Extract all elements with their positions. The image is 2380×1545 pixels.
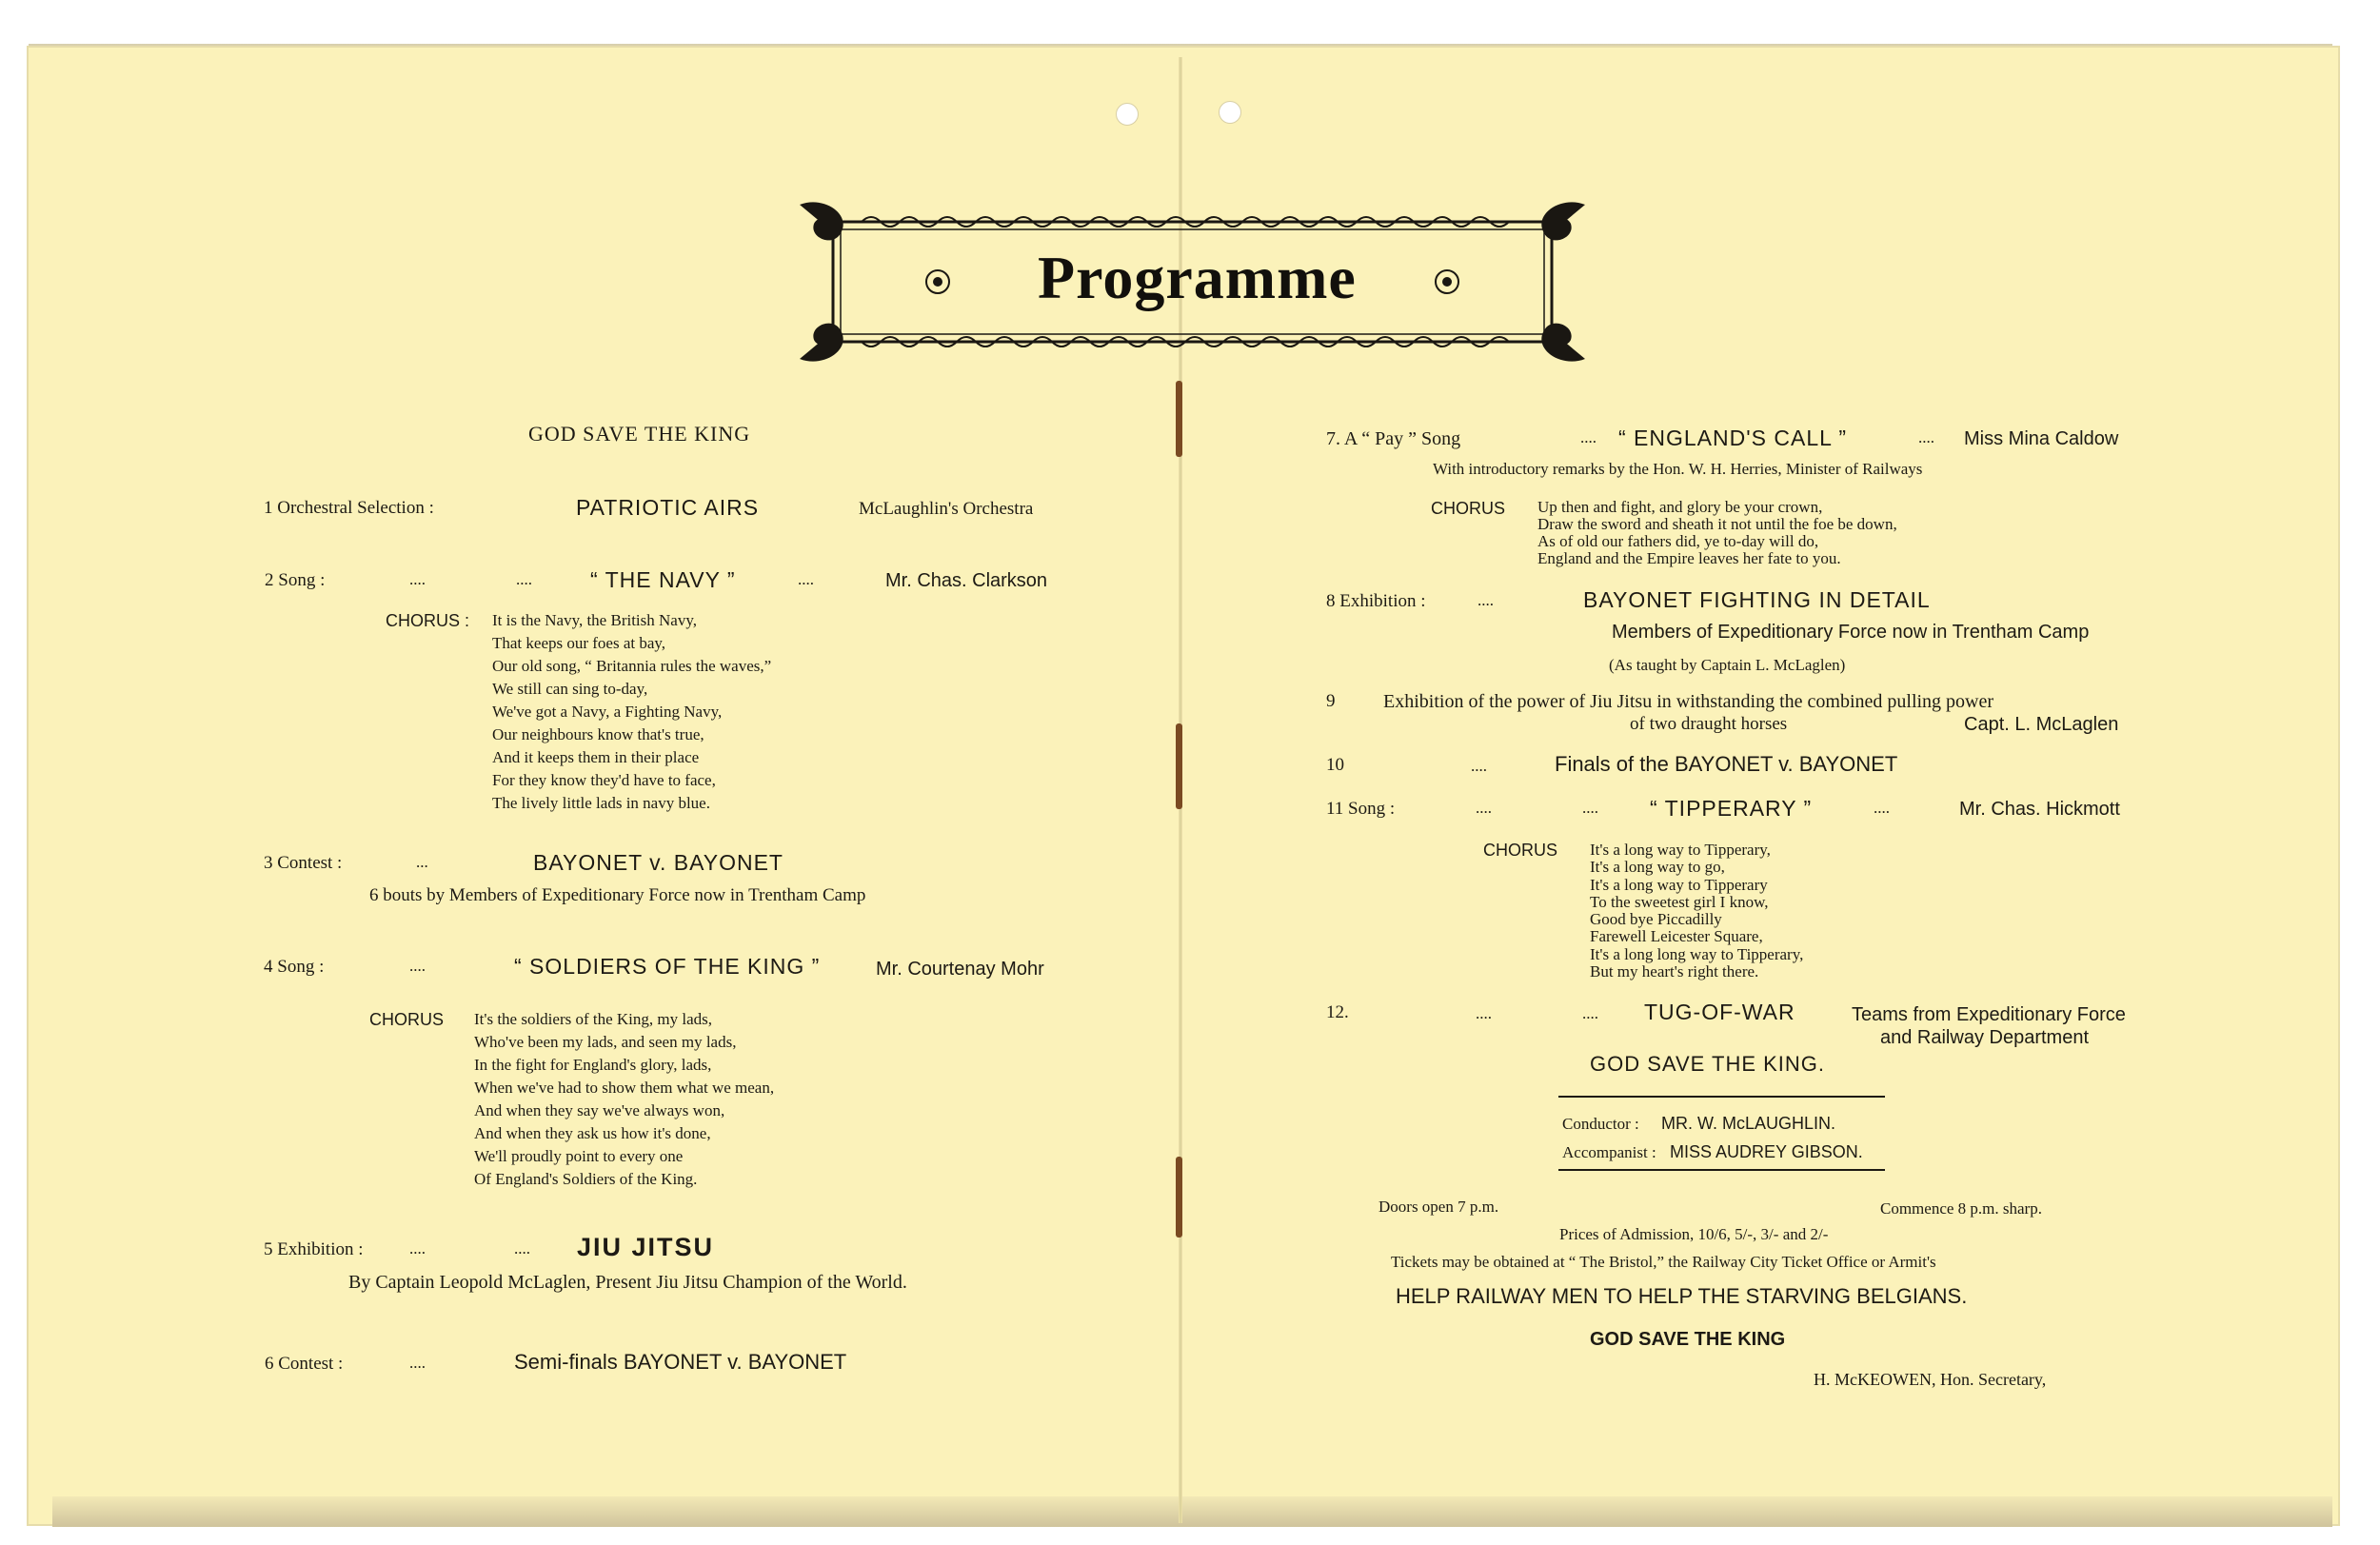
item-performer: Capt. L. McLaglen (1964, 714, 2119, 735)
item-title: “ THE NAVY ” (590, 567, 736, 592)
dots: .... (1478, 591, 1494, 609)
anthem-opening: GOD SAVE THE KING (528, 422, 751, 446)
lyric-line: It's a long way to go, (1590, 858, 1725, 877)
lyric-line: And when they say we've always won, (474, 1101, 725, 1119)
lyric-line: Our old song, “ Britannia rules the waves,” (492, 657, 772, 675)
staple (1176, 381, 1182, 457)
chorus-label: CHORUS (1483, 841, 1558, 860)
accompanist-label: Accompanist : (1562, 1143, 1656, 1161)
lyric-line: We've got a Navy, a Fighting Navy, (492, 703, 723, 721)
dots: .... (1918, 428, 1934, 446)
dots: .... (1874, 799, 1890, 817)
dots: .... (409, 570, 426, 588)
divider (1558, 1096, 1885, 1098)
lyric-line: It's a long way to Tipperary (1590, 875, 1768, 894)
lyric-line: It's a long way to Tipperary, (1590, 841, 1771, 859)
lyric-line: Who've been my lads, and seen my lads, (474, 1033, 737, 1051)
lyric-line: When we've had to show them what we mean, (474, 1079, 775, 1097)
lyric-line: Farewell Leicester Square, (1590, 927, 1763, 946)
item-number: 10 (1326, 755, 1344, 775)
item-detail: Members of Expeditionary Force now in Trentham Camp (1612, 622, 2090, 643)
item-title: Semi-finals BAYONET v. BAYONET (514, 1350, 847, 1374)
item-performer: Miss Mina Caldow (1964, 428, 2119, 449)
chorus-label: CHORUS (1431, 499, 1506, 518)
page-title: Programme (1038, 244, 1357, 311)
conductor-name: MR. W. McLAUGHLIN. (1661, 1114, 1836, 1133)
item-number: 6 Contest : (265, 1354, 344, 1374)
dots: .... (516, 570, 532, 588)
item-detail: By Captain Leopold McLaglen, Present Jiu Jitsu Champion of the World. (348, 1272, 907, 1293)
lyric-line: It's a long long way to Tipperary, (1590, 944, 1804, 963)
dots: .... (1580, 428, 1597, 446)
item-note: (As taught by Captain L. McLaglen) (1609, 656, 1846, 674)
conductor-label: Conductor : (1562, 1115, 1639, 1133)
divider (1558, 1169, 1885, 1171)
anthem-final: GOD SAVE THE KING (1590, 1329, 1786, 1350)
anthem-closing: GOD SAVE THE KING. (1590, 1052, 1826, 1076)
paper-bottom-edge (52, 1496, 2332, 1527)
lyric-line: It is the Navy, the British Navy, (492, 611, 697, 629)
dots: .... (409, 1239, 426, 1258)
lyric-line: That keeps our foes at bay, (492, 634, 666, 652)
lyric-line: England and the Empire leaves her fate to you. (1537, 549, 1841, 567)
dots: .... (1582, 799, 1598, 817)
chorus-label: CHORUS : (386, 611, 470, 630)
item-number: 12. (1326, 1002, 1349, 1022)
lyric-line: Our neighbours know that's true, (492, 725, 704, 743)
item-title: BAYONET FIGHTING IN DETAIL (1583, 587, 1931, 612)
lyric-line: Up then and fight, and glory be your crown, (1537, 498, 1823, 516)
item-title: BAYONET v. BAYONET (533, 850, 783, 875)
item-title: “ TIPPERARY ” (1650, 796, 1813, 821)
lyric-line: Good bye Piccadilly (1590, 910, 1722, 929)
dots: .... (1582, 1004, 1598, 1022)
lyric-line: As of old our fathers did, ye to-day will do, (1537, 532, 1819, 550)
dots: .... (514, 1239, 530, 1258)
staple (1176, 1157, 1182, 1238)
lyric-line: We still can sing to-day, (492, 680, 648, 698)
item-performer: Teams from Expeditionary Force (1852, 1004, 2126, 1025)
item-performer: Mr. Chas. Hickmott (1959, 799, 2120, 820)
appeal-line: HELP RAILWAY MEN TO HELP THE STARVING BELGIANS. (1396, 1284, 1968, 1308)
staple (1176, 723, 1182, 809)
dots: .... (798, 570, 814, 588)
dots: .... (1476, 1004, 1492, 1022)
lyric-line: We'll proudly point to every one (474, 1147, 684, 1165)
lyric-line: To the sweetest girl I know, (1590, 892, 1769, 911)
item-performer: Mr. Chas. Clarkson (885, 570, 1048, 591)
lyric-line: And it keeps them in their place (492, 748, 700, 766)
chorus-label: CHORUS (369, 1010, 445, 1029)
admission-prices: Prices of Admission, 10/6, 5/-, 3/- and 2/- (1559, 1225, 1829, 1243)
item-title: Finals of the BAYONET v. BAYONET (1555, 752, 1898, 776)
dots: .... (1476, 799, 1492, 817)
punch-hole (1219, 101, 1241, 124)
lyric-line: The lively little lads in navy blue. (492, 794, 710, 812)
item-detail: With introductory remarks by the Hon. W. H. Herries, Minister of Railways (1433, 460, 1923, 478)
item-title: “ ENGLAND'S CALL ” (1618, 426, 1848, 450)
lyric-line: It's the soldiers of the King, my lads, (474, 1010, 713, 1028)
item-performer: McLaughlin's Orchestra (859, 499, 1034, 519)
lyric-line: Of England's Soldiers of the King. (474, 1170, 698, 1188)
punch-hole (1116, 103, 1139, 126)
item-detail: of two draught horses (1630, 714, 1788, 734)
lyric-line: And when they ask us how it's done, (474, 1124, 711, 1142)
lyric-line: For they know they'd have to face, (492, 771, 716, 789)
england-chorus-lyrics (1537, 499, 1897, 567)
item-title: PATRIOTIC AIRS (576, 495, 760, 520)
ticket-info: Tickets may be obtained at “ The Bristol,” the Railway City Ticket Office or Armit's (1391, 1253, 1936, 1271)
lyric-line: Draw the sword and sheath it not until the foe be down, (1537, 515, 1897, 533)
item-number: 3 Contest : (264, 853, 343, 873)
item-number: 8 Exhibition : (1326, 591, 1426, 611)
item-number: 7. A “ Pay ” Song (1326, 428, 1461, 449)
item-title: JIU JITSU (577, 1233, 715, 1261)
navy-chorus-lyrics (492, 609, 771, 815)
lyric-line: In the fight for England's glory, lads, (474, 1056, 712, 1074)
tipperary-chorus-lyrics (1590, 842, 1803, 980)
dots: ... (416, 853, 428, 871)
item-number: 11 Song : (1326, 799, 1396, 819)
accompanist-name: MISS AUDREY GIBSON. (1670, 1142, 1863, 1161)
item-number: 9 (1326, 691, 1336, 711)
item-number: 4 Song : (264, 957, 325, 977)
soldiers-chorus-lyrics (474, 1008, 774, 1191)
item-detail: 6 bouts by Members of Expeditionary Force now in Trentham Camp (369, 885, 866, 905)
item-title: TUG-OF-WAR (1644, 1000, 1795, 1024)
dots: .... (409, 1354, 426, 1372)
item-performer: and Railway Department (1880, 1027, 2089, 1048)
secretary-signoff: H. McKEOWEN, Hon. Secretary, (1814, 1370, 2047, 1389)
doors-open: Doors open 7 p.m. (1378, 1198, 1499, 1216)
lyric-line: But my heart's right there. (1590, 962, 1759, 981)
commence-time: Commence 8 p.m. sharp. (1880, 1199, 2042, 1218)
item-performer: Mr. Courtenay Mohr (876, 959, 1044, 980)
item-title: “ SOLDIERS OF THE KING ” (514, 954, 821, 979)
dots: .... (1471, 757, 1487, 775)
dots: .... (409, 957, 426, 975)
item-number: 5 Exhibition : (264, 1239, 364, 1259)
item-number: 2 Song : (265, 570, 326, 590)
item-title: Exhibition of the power of Jiu Jitsu in withstanding the combined pulling power (1383, 691, 1994, 712)
item-number: 1 Orchestral Selection : (264, 498, 434, 518)
